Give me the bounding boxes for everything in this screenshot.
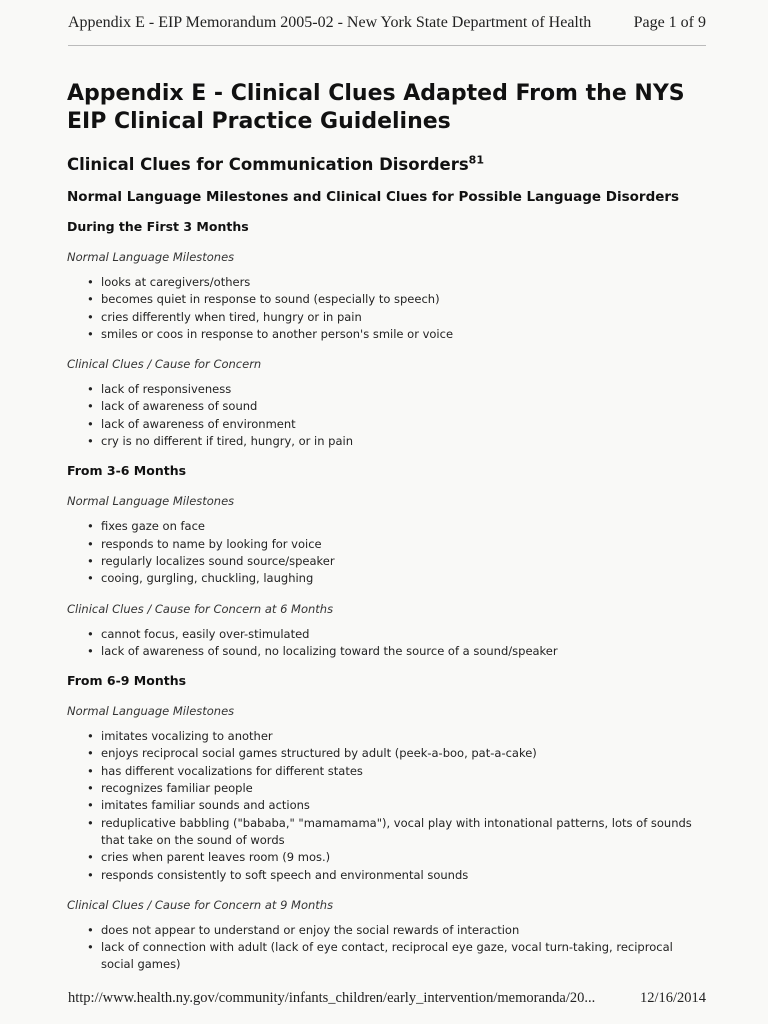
page-subtitle: [67, 154, 707, 176]
group-label: Clinical Clues / Cause for Concern at 6 Months: [67, 601, 334, 616]
document-body: [67, 80, 707, 974]
list-item: • lack of awareness of sound: [101, 398, 707, 415]
list-item: • cries differently when tired, hungry or in pain: [101, 309, 707, 326]
list-item: • lack of connection with adult (lack of eye contact, reciprocal eye gaze, vocal turn-taking, reciprocal social games): [101, 939, 707, 974]
list-item: • cooing, gurgling, chuckling, laughing: [101, 570, 707, 587]
source-url: http://www.health.ny.gov/community/infants_children/early_intervention/memoranda/20...: [68, 990, 596, 1006]
list-item: • cannot focus, easily over-stimulated: [101, 626, 707, 643]
group-label: Clinical Clues / Cause for Concern: [67, 357, 262, 372]
list-item: • looks at caregivers/others: [101, 274, 707, 291]
group-label: Normal Language Milestones: [67, 250, 235, 264]
group-label: Normal Language Milestones: [67, 494, 235, 509]
list-item: • lack of awareness of sound, no localizing toward the source of a sound/speaker: [101, 643, 707, 660]
list-item: • does not appear to understand or enjoy the social rewards of interaction: [101, 922, 707, 939]
list-item: • responds to name by looking for voice: [101, 536, 707, 553]
page-title: Appendix E - Clinical Clues Adapted From the NYS EIP Clinical Practice Guidelines: [67, 81, 685, 134]
group-label: Clinical Clues / Cause for Concern at 9 Months: [67, 897, 334, 912]
list-item: • imitates familiar sounds and actions: [101, 797, 707, 814]
section-heading: Normal Language Milestones and Clinical Clues for Possible Language Disorders: [67, 189, 680, 205]
period-heading: During the First 3 Months: [67, 219, 249, 234]
list-item: • cries when parent leaves room (9 mos.): [101, 849, 707, 866]
list-item: • responds consistently to soft speech and environmental sounds: [101, 867, 707, 884]
list-item: • recognizes familiar people: [101, 780, 707, 797]
print-date: 12/16/2014: [639, 990, 706, 1006]
period-heading: From 6-9 Months: [67, 673, 187, 689]
bullet-list: [67, 626, 707, 661]
list-item: • reduplicative babbling ("bababa," "mamamama"), vocal play with intonational patterns, lots of sounds that take on the sound of words: [101, 815, 707, 850]
group-label: Normal Language Milestones: [67, 704, 235, 719]
bullet-list: [67, 922, 707, 974]
footnote-marker: 81: [468, 153, 484, 167]
header-divider: [68, 45, 706, 46]
list-item: • imitates vocalizing to another: [101, 728, 707, 745]
subtitle-text: Clinical Clues for Communication Disorders: [67, 155, 469, 174]
bullet-list: [67, 381, 707, 450]
list-item: • lack of responsiveness: [101, 381, 707, 398]
list-item: • smiles or coos in response to another person's smile or voice: [101, 326, 707, 343]
header-document-title: Appendix E - EIP Memorandum 2005-02 - New York State Department of Health: [68, 14, 592, 31]
list-item: • cry is no different if tired, hungry, or in pain: [101, 433, 707, 450]
period-heading: From 3-6 Months: [67, 463, 187, 479]
list-item: • lack of awareness of environment: [101, 416, 707, 433]
page-header: [68, 12, 706, 42]
list-item: • fixes gaze on face: [101, 518, 707, 535]
list-item: • has different vocalizations for different states: [101, 763, 707, 780]
list-item: • regularly localizes sound source/speaker: [101, 553, 707, 570]
header-page-number: Page 1 of 9: [633, 14, 706, 31]
list-item: • enjoys reciprocal social games structured by adult (peek-a-boo, pat-a-cake): [101, 745, 707, 762]
bullet-list: [67, 728, 707, 884]
list-item: • becomes quiet in response to sound (especially to speech): [101, 291, 707, 308]
bullet-list: [67, 518, 707, 587]
bullet-list: [67, 274, 707, 343]
